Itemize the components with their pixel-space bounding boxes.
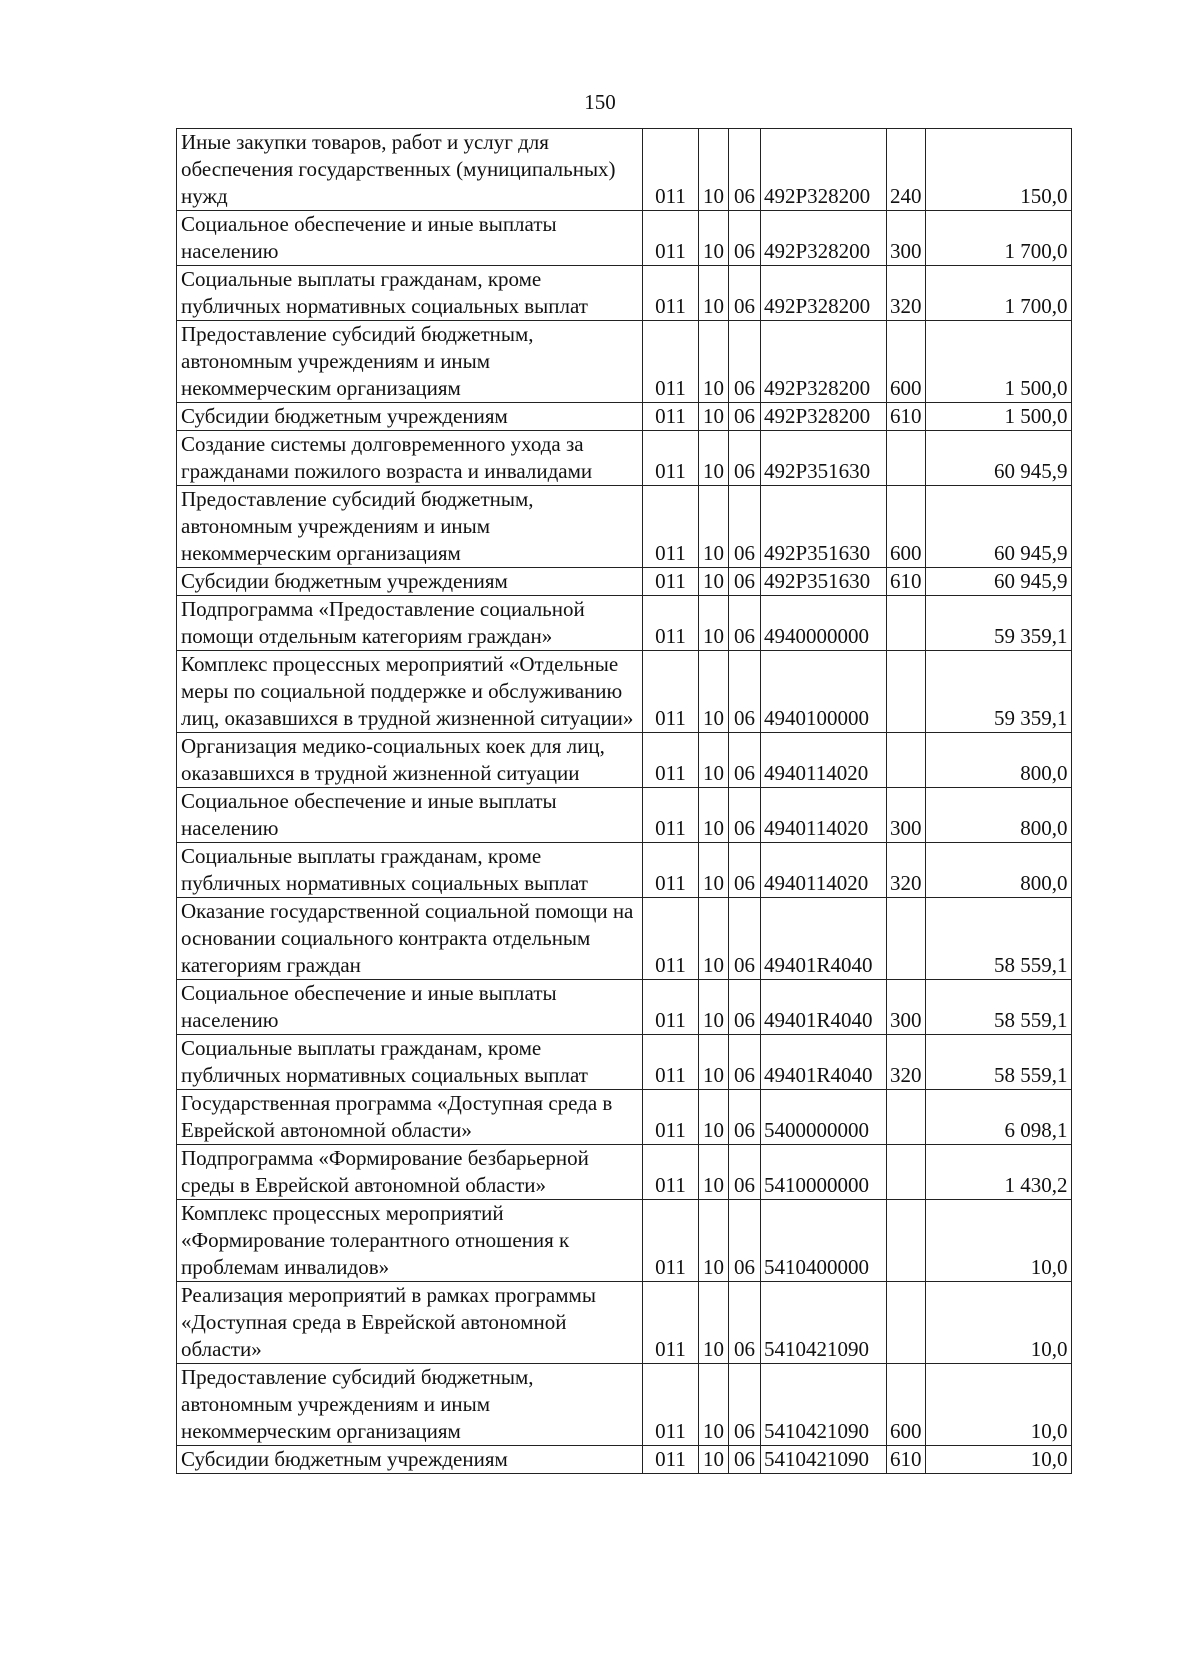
table-row	[177, 1145, 1072, 1200]
ved-code: 011	[643, 1282, 699, 1364]
target-article-code: 5410400000	[761, 1200, 887, 1282]
subsection-code: 06	[729, 266, 761, 321]
row-name: Реализация мероприятий в рамках программы «Доступная среда в Еврейской автономной области»	[177, 1282, 643, 1364]
target-article-code: 49401R4040	[761, 898, 887, 980]
ved-code: 011	[643, 843, 699, 898]
section-code: 10	[699, 1364, 729, 1446]
expense-type-code	[887, 1090, 926, 1145]
row-name: Предоставление субсидий бюджетным, автономным учреждениям и иным некоммерческим организациям	[177, 321, 643, 403]
target-article-code: 492P328200	[761, 211, 887, 266]
budget-table-body	[177, 129, 1072, 1474]
ved-code: 011	[643, 788, 699, 843]
row-name: Субсидии бюджетным учреждениям	[177, 1446, 643, 1474]
amount: 1 700,0	[925, 211, 1071, 266]
expense-type-code	[887, 1200, 926, 1282]
row-name: Социальные выплаты гражданам, кроме публичных нормативных социальных выплат	[177, 266, 643, 321]
subsection-code: 06	[729, 1282, 761, 1364]
expense-type-code: 300	[887, 211, 926, 266]
row-name: Социальные выплаты гражданам, кроме публичных нормативных социальных выплат	[177, 1035, 643, 1090]
target-article-code: 4940114020	[761, 843, 887, 898]
amount: 800,0	[925, 733, 1071, 788]
ved-code: 011	[643, 1200, 699, 1282]
section-code: 10	[699, 1145, 729, 1200]
amount: 10,0	[925, 1364, 1071, 1446]
amount: 1 700,0	[925, 266, 1071, 321]
section-code: 10	[699, 980, 729, 1035]
table-row	[177, 568, 1072, 596]
table-row	[177, 486, 1072, 568]
ved-code: 011	[643, 568, 699, 596]
row-name: Субсидии бюджетным учреждениям	[177, 403, 643, 431]
table-row	[177, 266, 1072, 321]
target-article-code: 49401R4040	[761, 980, 887, 1035]
table-row	[177, 1035, 1072, 1090]
expense-type-code: 320	[887, 843, 926, 898]
row-name: Социальное обеспечение и иные выплаты населению	[177, 788, 643, 843]
section-code: 10	[699, 898, 729, 980]
subsection-code: 06	[729, 843, 761, 898]
ved-code: 011	[643, 129, 699, 211]
amount: 1 430,2	[925, 1145, 1071, 1200]
subsection-code: 06	[729, 321, 761, 403]
expense-type-code	[887, 733, 926, 788]
ved-code: 011	[643, 1364, 699, 1446]
row-name: Подпрограмма «Формирование безбарьерной среды в Еврейской автономной области»	[177, 1145, 643, 1200]
ved-code: 011	[643, 403, 699, 431]
expense-type-code	[887, 1282, 926, 1364]
amount: 58 559,1	[925, 980, 1071, 1035]
budget-table	[176, 128, 1072, 1474]
table-row	[177, 898, 1072, 980]
subsection-code: 06	[729, 898, 761, 980]
amount: 60 945,9	[925, 431, 1071, 486]
section-code: 10	[699, 1090, 729, 1145]
table-row	[177, 211, 1072, 266]
ved-code: 011	[643, 898, 699, 980]
section-code: 10	[699, 431, 729, 486]
section-code: 10	[699, 596, 729, 651]
expense-type-code: 300	[887, 980, 926, 1035]
ved-code: 011	[643, 596, 699, 651]
row-name: Подпрограмма «Предоставление социальной помощи отдельным категориям граждан»	[177, 596, 643, 651]
row-name: Организация медико-социальных коек для лиц, оказавшихся в трудной жизненной ситуации	[177, 733, 643, 788]
table-row	[177, 1446, 1072, 1474]
expense-type-code: 600	[887, 321, 926, 403]
subsection-code: 06	[729, 1035, 761, 1090]
subsection-code: 06	[729, 1364, 761, 1446]
ved-code: 011	[643, 651, 699, 733]
expense-type-code: 300	[887, 788, 926, 843]
table-row	[177, 321, 1072, 403]
target-article-code: 4940114020	[761, 788, 887, 843]
section-code: 10	[699, 788, 729, 843]
row-name: Социальное обеспечение и иные выплаты населению	[177, 211, 643, 266]
target-article-code: 492P351630	[761, 431, 887, 486]
target-article-code: 5410421090	[761, 1446, 887, 1474]
table-row	[177, 980, 1072, 1035]
amount: 10,0	[925, 1200, 1071, 1282]
row-name: Субсидии бюджетным учреждениям	[177, 568, 643, 596]
amount: 150,0	[925, 129, 1071, 211]
table-row	[177, 1200, 1072, 1282]
row-name: Комплекс процессных мероприятий «Отдельные меры по социальной поддержке и обслуживанию лиц, оказавшихся в трудной жизненной ситуации»	[177, 651, 643, 733]
target-article-code: 4940000000	[761, 596, 887, 651]
table-row	[177, 843, 1072, 898]
subsection-code: 06	[729, 788, 761, 843]
ved-code: 011	[643, 1145, 699, 1200]
page-number: 150	[584, 90, 616, 114]
table-row	[177, 403, 1072, 431]
section-code: 10	[699, 1446, 729, 1474]
amount: 800,0	[925, 843, 1071, 898]
table-row	[177, 596, 1072, 651]
ved-code: 011	[643, 1446, 699, 1474]
target-article-code: 492P328200	[761, 321, 887, 403]
expense-type-code: 240	[887, 129, 926, 211]
section-code: 10	[699, 266, 729, 321]
amount: 60 945,9	[925, 568, 1071, 596]
amount: 1 500,0	[925, 321, 1071, 403]
table-row	[177, 651, 1072, 733]
amount: 10,0	[925, 1446, 1071, 1474]
target-article-code: 492P328200	[761, 129, 887, 211]
target-article-code: 4940114020	[761, 733, 887, 788]
amount: 1 500,0	[925, 403, 1071, 431]
target-article-code: 492P351630	[761, 568, 887, 596]
target-article-code: 492P328200	[761, 403, 887, 431]
target-article-code: 5410000000	[761, 1145, 887, 1200]
section-code: 10	[699, 129, 729, 211]
subsection-code: 06	[729, 651, 761, 733]
expense-type-code	[887, 651, 926, 733]
expense-type-code: 320	[887, 266, 926, 321]
table-row	[177, 1282, 1072, 1364]
subsection-code: 06	[729, 431, 761, 486]
row-name: Предоставление субсидий бюджетным, автономным учреждениям и иным некоммерческим организациям	[177, 1364, 643, 1446]
expense-type-code: 600	[887, 1364, 926, 1446]
amount: 59 359,1	[925, 651, 1071, 733]
table-row	[177, 1364, 1072, 1446]
subsection-code: 06	[729, 568, 761, 596]
target-article-code: 4940100000	[761, 651, 887, 733]
subsection-code: 06	[729, 1145, 761, 1200]
expense-type-code	[887, 431, 926, 486]
amount: 58 559,1	[925, 1035, 1071, 1090]
section-code: 10	[699, 651, 729, 733]
table-row	[177, 1090, 1072, 1145]
section-code: 10	[699, 568, 729, 596]
row-name: Оказание государственной социальной помощи на основании социального контракта отдельным категориям граждан	[177, 898, 643, 980]
subsection-code: 06	[729, 486, 761, 568]
section-code: 10	[699, 321, 729, 403]
subsection-code: 06	[729, 129, 761, 211]
ved-code: 011	[643, 1090, 699, 1145]
expense-type-code: 600	[887, 486, 926, 568]
target-article-code: 5400000000	[761, 1090, 887, 1145]
subsection-code: 06	[729, 1090, 761, 1145]
target-article-code: 492P351630	[761, 486, 887, 568]
subsection-code: 06	[729, 733, 761, 788]
section-code: 10	[699, 1200, 729, 1282]
table-row	[177, 788, 1072, 843]
section-code: 10	[699, 211, 729, 266]
amount: 60 945,9	[925, 486, 1071, 568]
expense-type-code: 610	[887, 568, 926, 596]
section-code: 10	[699, 843, 729, 898]
table-row	[177, 129, 1072, 211]
amount: 58 559,1	[925, 898, 1071, 980]
expense-type-code: 320	[887, 1035, 926, 1090]
row-name: Социальное обеспечение и иные выплаты населению	[177, 980, 643, 1035]
target-article-code: 49401R4040	[761, 1035, 887, 1090]
expense-type-code: 610	[887, 403, 926, 431]
expense-type-code	[887, 898, 926, 980]
subsection-code: 06	[729, 1446, 761, 1474]
subsection-code: 06	[729, 403, 761, 431]
subsection-code: 06	[729, 211, 761, 266]
row-name: Создание системы долговременного ухода за гражданами пожилого возраста и инвалидами	[177, 431, 643, 486]
section-code: 10	[699, 1282, 729, 1364]
ved-code: 011	[643, 980, 699, 1035]
amount: 10,0	[925, 1282, 1071, 1364]
table-row	[177, 733, 1072, 788]
amount: 800,0	[925, 788, 1071, 843]
ved-code: 011	[643, 486, 699, 568]
target-article-code: 5410421090	[761, 1364, 887, 1446]
row-name: Иные закупки товаров, работ и услуг для обеспечения государственных (муниципальных) нужд	[177, 129, 643, 211]
row-name: Комплекс процессных мероприятий «Формирование толерантного отношения к проблемам инвалидов»	[177, 1200, 643, 1282]
section-code: 10	[699, 1035, 729, 1090]
section-code: 10	[699, 486, 729, 568]
row-name: Социальные выплаты гражданам, кроме публичных нормативных социальных выплат	[177, 843, 643, 898]
expense-type-code: 610	[887, 1446, 926, 1474]
ved-code: 011	[643, 321, 699, 403]
amount: 59 359,1	[925, 596, 1071, 651]
target-article-code: 5410421090	[761, 1282, 887, 1364]
ved-code: 011	[643, 1035, 699, 1090]
section-code: 10	[699, 733, 729, 788]
row-name: Государственная программа «Доступная среда в Еврейской автономной области»	[177, 1090, 643, 1145]
ved-code: 011	[643, 266, 699, 321]
section-code: 10	[699, 403, 729, 431]
row-name: Предоставление субсидий бюджетным, автономным учреждениям и иным некоммерческим организациям	[177, 486, 643, 568]
expense-type-code	[887, 596, 926, 651]
subsection-code: 06	[729, 596, 761, 651]
ved-code: 011	[643, 211, 699, 266]
subsection-code: 06	[729, 980, 761, 1035]
ved-code: 011	[643, 431, 699, 486]
subsection-code: 06	[729, 1200, 761, 1282]
ved-code: 011	[643, 733, 699, 788]
table-row	[177, 431, 1072, 486]
expense-type-code	[887, 1145, 926, 1200]
amount: 6 098,1	[925, 1090, 1071, 1145]
target-article-code: 492P328200	[761, 266, 887, 321]
